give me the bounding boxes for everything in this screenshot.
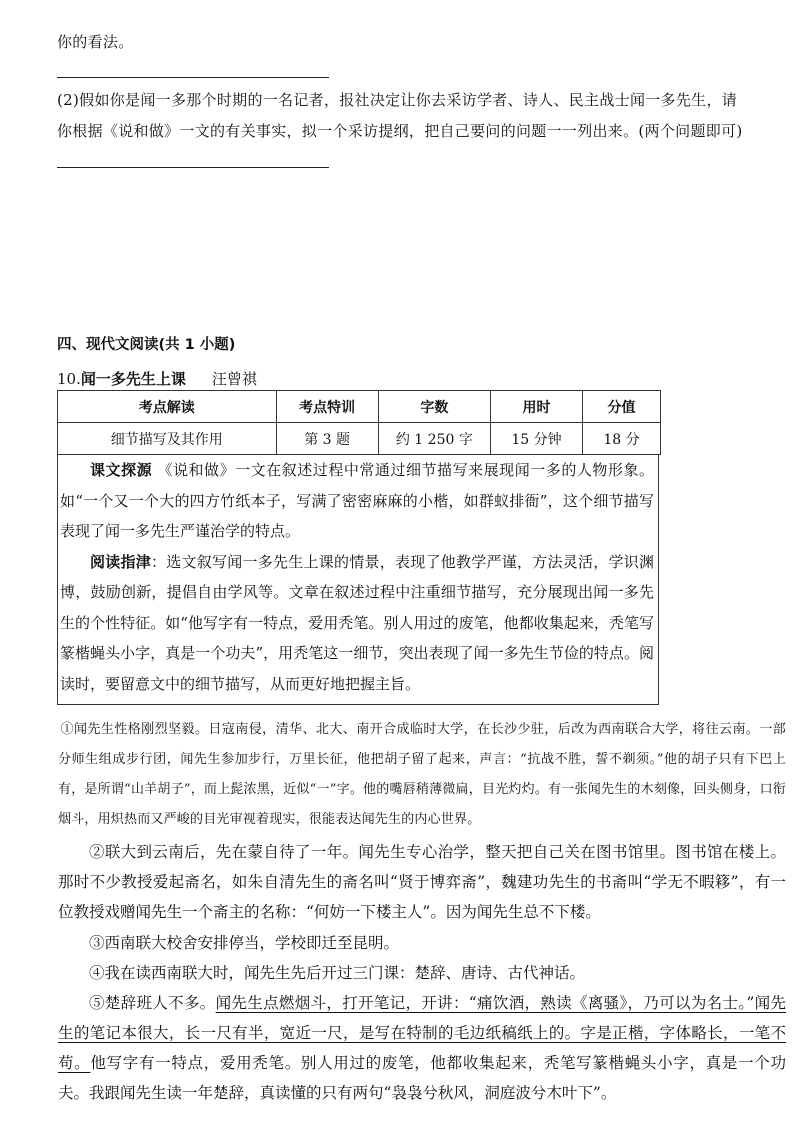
paragraph-5-start: ⑤楚辞班人不多。 <box>89 994 216 1012</box>
answer-line[interactable] <box>57 167 329 168</box>
underlined-sentence: 闻先生点燃烟斗，打开笔记，开讲：“痛饮酒，熟读《离骚》，乃可以为名士。”闻先生的笔记本很大，长一尺有半，宽近一尺，是写在特制的毛边纸稿纸上的。字是正楷，字体略长，一笔不苟。 <box>58 994 786 1072</box>
table-row <box>58 423 661 455</box>
author-name: 汪曾祺 <box>211 370 257 388</box>
info-table <box>57 390 661 455</box>
question-title: 闻一多先生上课 <box>80 370 186 388</box>
section-heading: 四、现代文阅读(共 1 小题) <box>57 337 236 353</box>
passage-paragraph-5 <box>58 988 786 1108</box>
passage-paragraph-1: ①闻先生性格刚烈坚毅。日寇南侵，清华、北大、南开合成临时大学，在长沙少驻，后改为西南联合大学，将往云南。一部分师生组成步行团，闻先生参加步行，万里长征，他把胡子留了起来，声言：“抗战不胜，誓不剃须。”他的胡子只有下巴上有，是所谓“山羊胡子”，而上髭浓黑，近似“一”字。他的嘴唇稍薄微扁，目光灼灼。有一张闻先生的木刻像，回头侧身，口衔烟斗，用炽热而又严峻的目光审视着现实，很能表达闻先生的内心世界。 <box>58 722 786 827</box>
passage-paragraph-2: ②联大到云南后，先在蒙自待了一年。闻先生专心治学，整天把自己关在图书馆里。图书馆在楼上。那时不少教授爱起斋名，如朱自清先生的斋名叫“贤于博弈斋”，魏建功先生的书斋叫“学无不暇簃”，有一位教授戏赠闻先生一个斋主的名称：“何妨一下楼主人”。因为闻先生总不下楼。 <box>58 843 786 921</box>
answer-line[interactable] <box>57 77 329 78</box>
table-header: 分值 <box>583 391 661 423</box>
table-cell: 18 分 <box>583 423 661 455</box>
table-header: 字数 <box>378 391 490 423</box>
question-2-line2: 你根据《说和做》一文的有关事实，拟一个采访提纲，把自己要问的问题一一列出来。(两个问题即可) <box>57 122 743 140</box>
table-cell: 第 3 题 <box>276 423 378 455</box>
source-text: 《说和做》一文在叙述过程中常通过细节描写来展现闻一多的人物形象。如“一个又一个大的四方竹纸本子，写满了密密麻麻的小楷，如群蚁排衙”，这个细节描写表现了闻一多先生严谨治学的特点。 <box>60 461 654 540</box>
guide-paragraph <box>60 547 654 700</box>
table-header: 考点解读 <box>58 391 277 423</box>
question-2-line1: (2)假如你是闻一多那个时期的一名记者，报社决定让你去采访学者、诗人、民主战士闻一多先生，请 <box>57 91 738 109</box>
table-cell: 细节描写及其作用 <box>58 423 277 455</box>
reading-guide-box <box>57 454 659 705</box>
guide-text: ：选文叙写闻一多先生上课的情景，表现了他教学严谨，方法灵活，学识渊博，鼓励创新，提倡自由学风等。文章在叙述过程中注重细节描写，充分展现出闻一多先生的个性特征。如“他写字有一特点，爱用秃笔。别人用过的废笔，他都收集起来，秃笔写篆楷蝇头小字，真是一个功夫”，用秃笔这一细节，突出表现了闻一多先生节俭的特点。阅读时，要留意文中的细节描写，从而更好地把握主旨。 <box>60 552 654 693</box>
passage-paragraph-3: ③西南联大校舍安排停当，学校即迁至昆明。 <box>89 934 400 952</box>
question-title-row <box>57 368 257 389</box>
source-label: 课文探源 <box>90 461 153 479</box>
passage-paragraph-4: ④我在读西南联大时，闻先生先后开过三门课：楚辞、唐诗、古代神话。 <box>89 964 586 982</box>
source-paragraph <box>60 455 654 547</box>
table-header: 考点特训 <box>276 391 378 423</box>
table-cell: 15 分钟 <box>491 423 583 455</box>
question-number: 10. <box>57 370 81 388</box>
intro-line: 你的看法。 <box>57 33 134 51</box>
table-cell: 约 1 250 字 <box>378 423 490 455</box>
guide-label: 阅读指津 <box>90 552 151 571</box>
table-header: 用时 <box>491 391 583 423</box>
table-header-row <box>58 391 661 423</box>
paragraph-5-end: 他写字有一特点，爱用秃笔。别人用过的废笔，他都收集起来，秃笔写篆楷蝇头小字，真是一个功夫。我跟闻先生读一年楚辞，真读懂的只有两句“袅袅兮秋风，洞庭波兮木叶下”。 <box>58 1054 786 1102</box>
